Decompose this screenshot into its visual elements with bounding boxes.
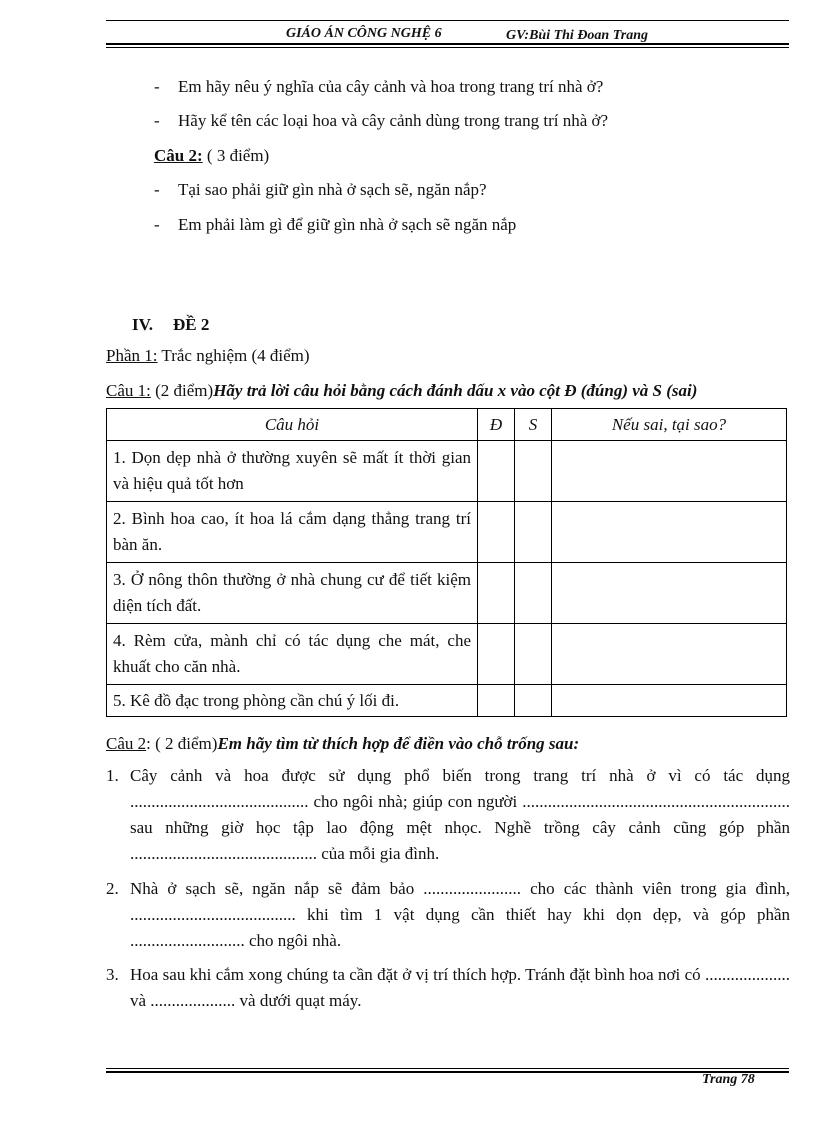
- reason-cell[interactable]: [552, 502, 787, 563]
- blank[interactable]: ....................: [150, 991, 236, 1010]
- table-row: [107, 624, 787, 685]
- table-row: [107, 685, 787, 717]
- reason-cell[interactable]: [552, 624, 787, 685]
- header-title: GIÁO ÁN CÔNG NGHỆ 6: [286, 26, 442, 41]
- column-header: Đ: [478, 409, 515, 441]
- true-cell[interactable]: [478, 563, 515, 624]
- table-header-row: [107, 409, 787, 441]
- page-header: [106, 20, 789, 48]
- column-header: Nếu sai, tại sao?: [552, 409, 787, 441]
- list-item: - Em hãy nêu ý nghĩa của cây cảnh và hoa trong trang trí nhà ở?: [154, 77, 604, 96]
- true-false-table: [106, 408, 787, 717]
- list-item: - Hãy kể tên các loại hoa và cây cảnh dùng trong trang trí nhà ở?: [154, 111, 609, 130]
- true-cell[interactable]: [478, 624, 515, 685]
- true-cell[interactable]: [478, 502, 515, 563]
- question-cell: 5. Kê đồ đạc trong phòng cần chú ý lối đi.: [107, 685, 478, 717]
- part-heading: Phần 1: Trắc nghiệm (4 điểm): [106, 346, 310, 365]
- blank[interactable]: .......................................: [130, 905, 296, 924]
- list-item: - Tại sao phải giữ gìn nhà ở sạch sẽ, ngăn nắp?: [154, 180, 487, 199]
- question-cell: 4. Rèm cửa, mành chỉ có tác dụng che mát, che khuất cho căn nhà.: [107, 624, 478, 685]
- blank[interactable]: ..........................................: [130, 792, 309, 811]
- page-number: Trang 78: [702, 1072, 755, 1087]
- false-cell[interactable]: [515, 624, 552, 685]
- false-cell[interactable]: [515, 685, 552, 717]
- reason-cell[interactable]: [552, 441, 787, 502]
- reason-cell[interactable]: [552, 563, 787, 624]
- false-cell[interactable]: [515, 502, 552, 563]
- true-cell[interactable]: [478, 441, 515, 502]
- column-header: S: [515, 409, 552, 441]
- list-item: - Em phải làm gì để giữ gìn nhà ở sạch sẽ ngăn nắp: [154, 215, 517, 234]
- blank[interactable]: ...............................................................: [522, 792, 790, 811]
- table-row: [107, 563, 787, 624]
- blank[interactable]: ...........................: [130, 931, 245, 950]
- question-cell: 2. Bình hoa cao, ít hoa lá cắm dạng thẳng trang trí bàn ăn.: [107, 502, 478, 563]
- header-author: GV:Bùi Thi Đoan Trang: [506, 28, 648, 43]
- question-cell: 3. Ở nông thôn thường ở nhà chung cư để tiết kiệm diện tích đất.: [107, 563, 478, 624]
- question-heading: Câu 1: (2 điểm)Hãy trả lời câu hỏi bằng cách đánh dấu x vào cột Đ (đúng) và S (sai): [106, 381, 698, 400]
- fill-item-3: 3. Hoa sau khi cắm xong chúng ta cần đặt ở vị trí thích hợp. Tránh đặt bình hoa nơi có .................... và .................... và dưới quạt máy.: [106, 965, 790, 1010]
- reason-cell[interactable]: [552, 685, 787, 717]
- page-footer: [106, 1068, 789, 1087]
- question-cell: 1. Dọn dẹp nhà ở thường xuyên sẽ mất ít thời gian và hiệu quả tốt hơn: [107, 441, 478, 502]
- true-cell[interactable]: [478, 685, 515, 717]
- question-heading: Câu 2: ( 2 điểm)Em hãy tìm từ thích hợp để điền vào chỗ trống sau:: [106, 734, 580, 753]
- fill-item-2: 2. Nhà ở sạch sẽ, ngăn nắp sẽ đảm bảo ....................... cho các thành viên trong gia đình, ....................................... khi tìm 1 vật dụng cần thiết hay khi dọn dẹp, và góp phần ........................... cho ngôi nhà.: [106, 879, 790, 950]
- footer-rule: [106, 1068, 789, 1069]
- footer-rule: [106, 1071, 789, 1073]
- table-row: [107, 502, 787, 563]
- blank[interactable]: ....................: [705, 965, 790, 984]
- header-rule: [106, 47, 789, 48]
- header-rule: [106, 43, 789, 45]
- blank[interactable]: .......................: [423, 879, 522, 898]
- question-heading: Câu 2: ( 3 điểm): [154, 146, 270, 165]
- column-header: Câu hỏi: [107, 409, 478, 441]
- table-row: [107, 441, 787, 502]
- section-heading: IV. ĐỀ 2: [132, 315, 210, 334]
- fill-item-1: 1. Cây cảnh và hoa được sử dụng phổ biến trong trang trí nhà ở vì có tác dụng .......................................... cho ngôi nhà; giúp con người ............................................................... sau những giờ học tập lao động mệt nhọc. Nghề trồng cây cảnh cũng góp phần ............................................ của mỗi gia đình.: [106, 766, 790, 863]
- blank[interactable]: ............................................: [130, 844, 317, 863]
- false-cell[interactable]: [515, 563, 552, 624]
- false-cell[interactable]: [515, 441, 552, 502]
